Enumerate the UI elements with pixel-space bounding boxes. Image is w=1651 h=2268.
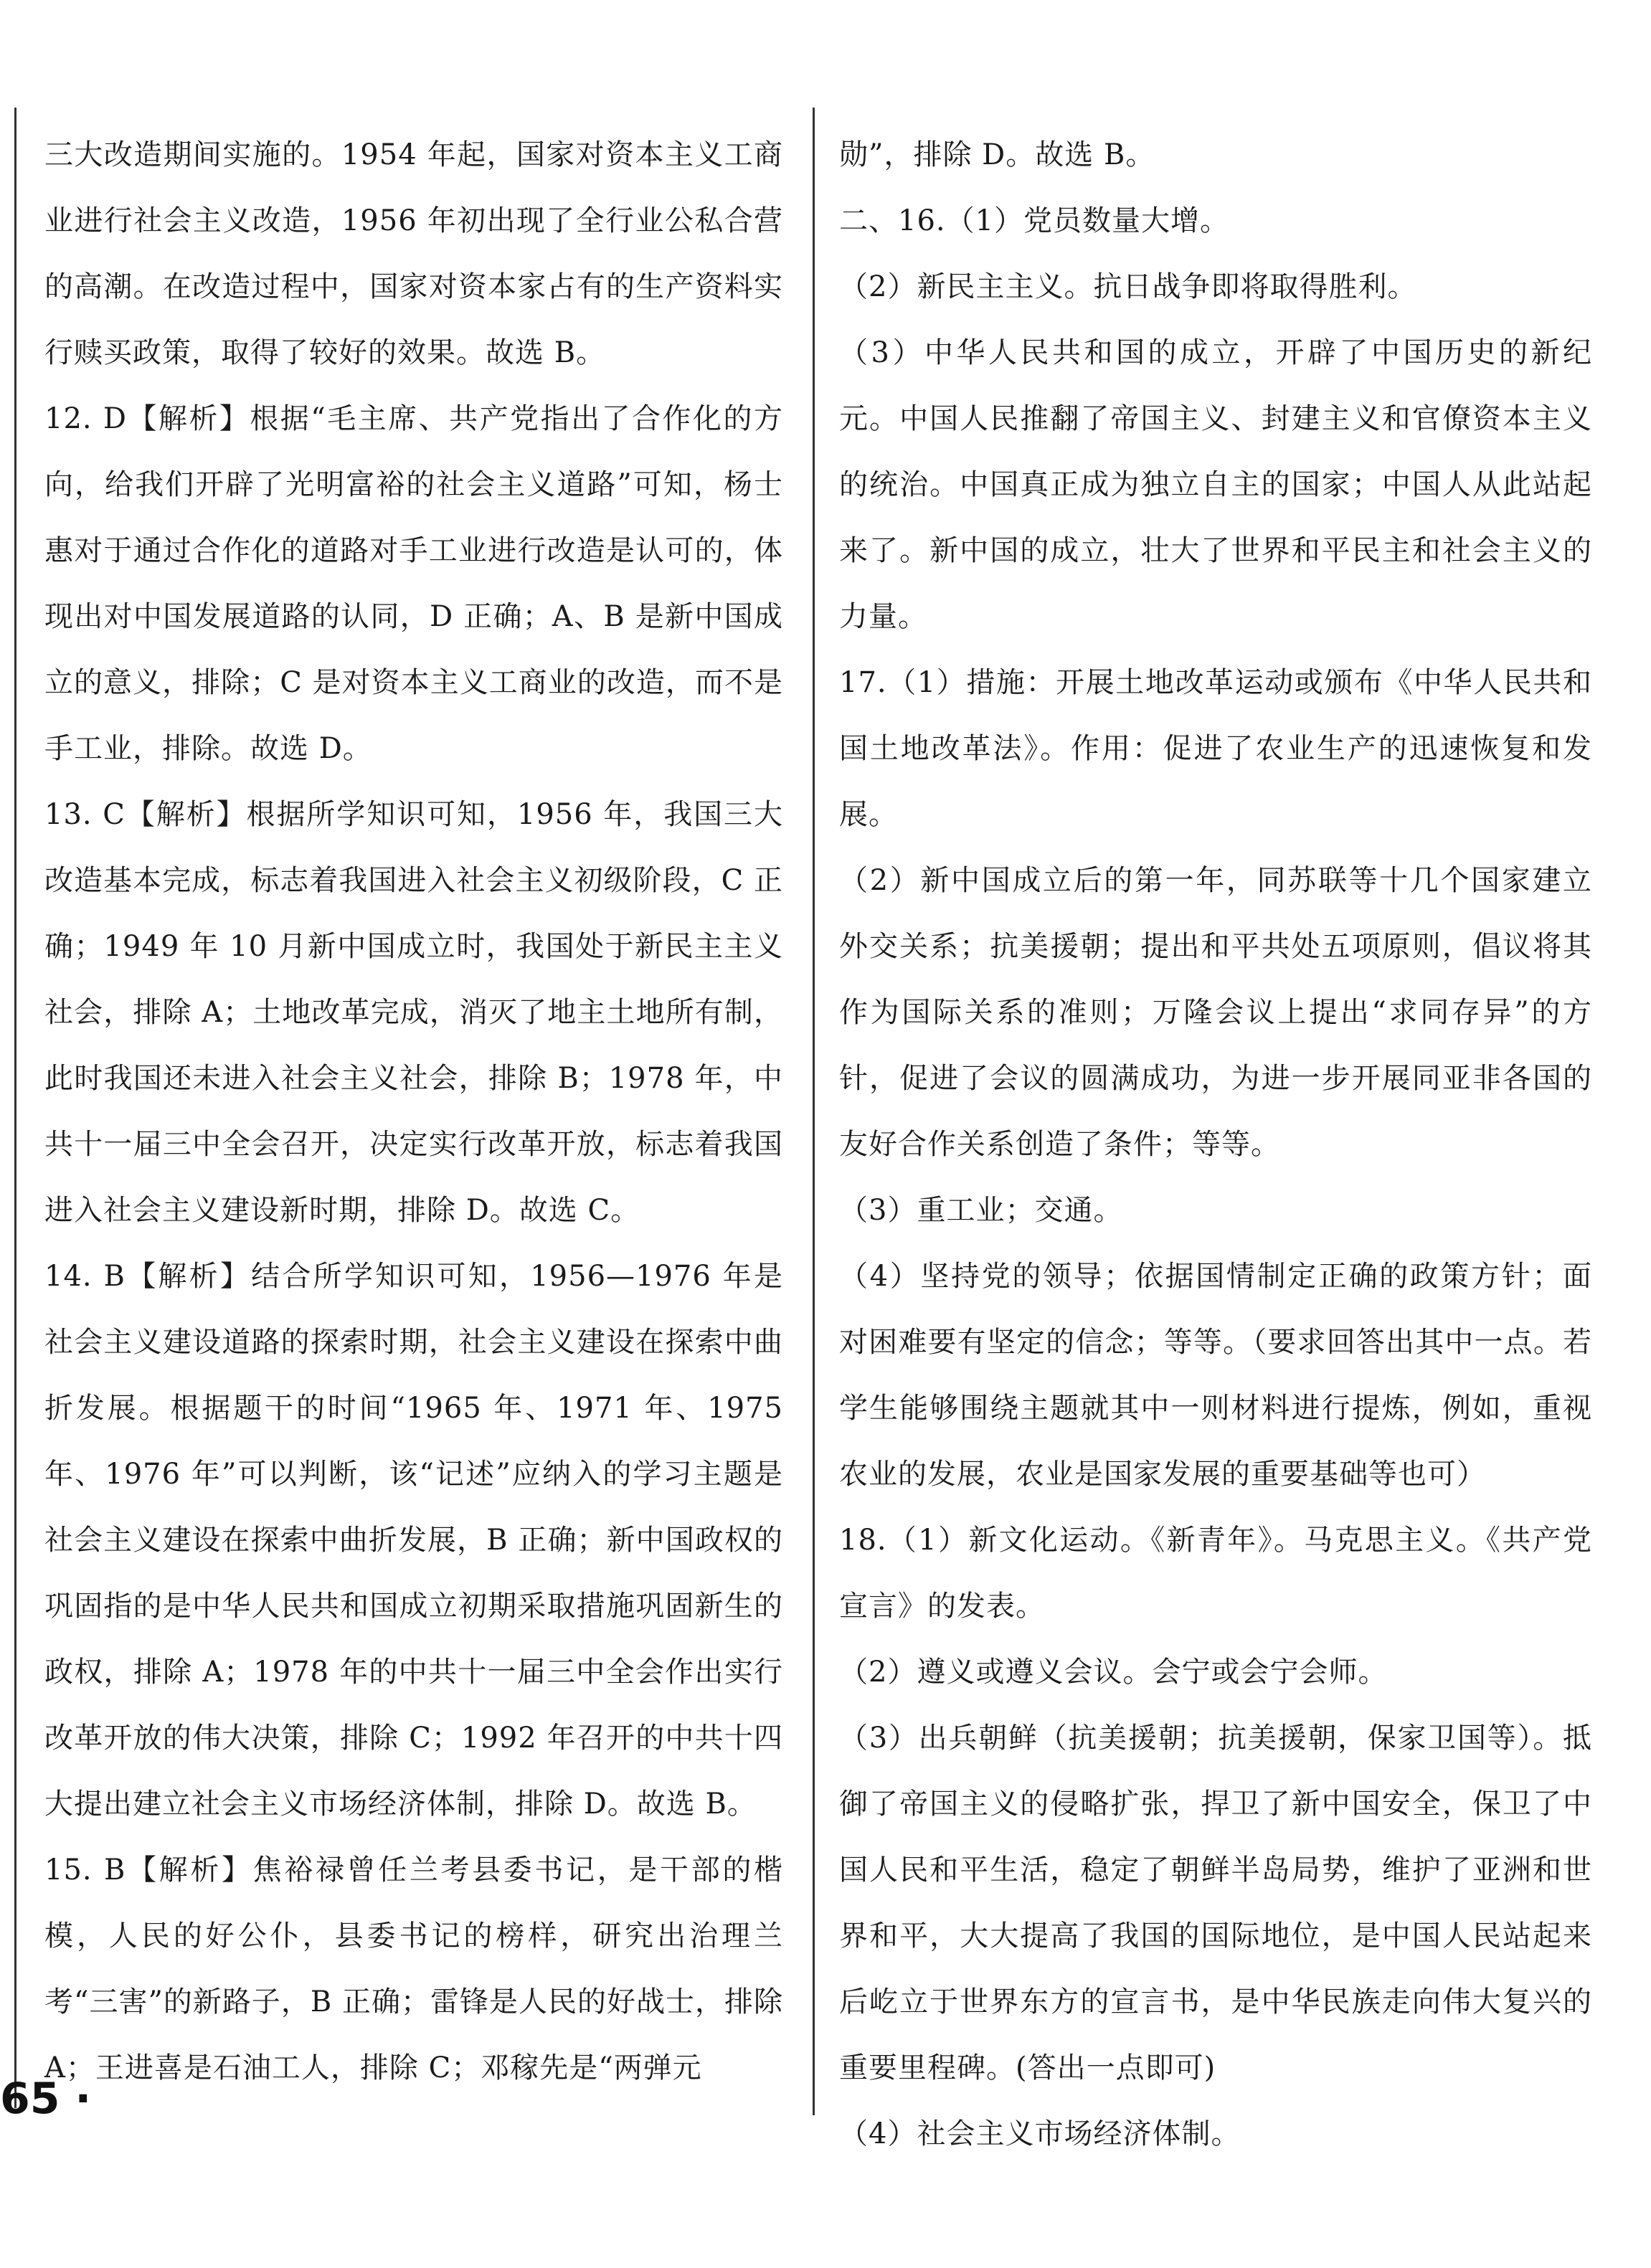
page-number: 65 · [0, 2074, 92, 2124]
answer-17-1: 17.（1）措施：开展土地改革运动或颁布《中华人民共和国土地改革法》。作用：促进了农业生产的迅速恢复和发展。 [839, 666, 1592, 831]
left-column [44, 122, 783, 2101]
answer-16-3: （3）中华人民共和国的成立，开辟了中国历史的新纪元。中国人民推翻了帝国主义、封建主义和官僚资本主义的统治。中国真正成为独立自主的国家；中国人从此站起来了。新中国的成立，壮大了世界和平民主和社会主义的力量。 [839, 336, 1592, 633]
answer-15-continuation: 勋”，排除 D。故选 B。 [839, 138, 1155, 171]
answer-18-2: （2）遵义或遵义会议。会宁或会宁会师。 [839, 1656, 1388, 1689]
column-divider [813, 108, 815, 2115]
answer-12: 12. D【解析】根据“毛主席、共产党指出了合作化的方向，给我们开辟了光明富裕的社会主义道路”可知，杨士惠对于通过合作化的道路对手工业进行改造是认可的，体现出对中国发展道路的认同，D 正确；A、B 是新中国成立的意义，排除；C 是对资本主义工商业的改造，而不是手工业，排除。故选 D。 [44, 402, 783, 765]
answer-17-2: （2）新中国成立后的第一年，同苏联等十几个国家建立外交关系；抗美援朝；提出和平共处五项原则，倡议将其作为国际关系的准则；万隆会议上提出“求同存异”的方针，促进了会议的圆满成功，为进一步开展同亚非各国的友好合作关系创造了条件；等等。 [839, 864, 1592, 1161]
answer-16-1: 二、16.（1）党员数量大增。 [839, 204, 1230, 237]
answer-17-4: （4）坚持党的领导；依据国情制定正确的政策方针；面对困难要有坚定的信念；等等。（要求回答出其中一点。若学生能够围绕主题就其中一则材料进行提炼，例如，重视农业的发展，农业是国家发展的重要基础等也可） [839, 1260, 1592, 1491]
answer-17-3: （3）重工业；交通。 [839, 1194, 1123, 1227]
answer-16-2: （2）新民主主义。抗日战争即将取得胜利。 [839, 270, 1417, 303]
answer-18-3: （3）出兵朝鲜（抗美援朝；抗美援朝，保家卫国等）。抵御了帝国主义的侵略扩张，捍卫了新中国安全，保卫了中国人民和平生活，稳定了朝鲜半岛局势，维护了亚洲和世界和平，大大提高了我国的国际地位，是中国人民站起来后屹立于世界东方的宣言书，是中华民族走向伟大复兴的重要里程碑。(答出一点即可) [839, 1722, 1592, 2084]
right-column [839, 122, 1592, 2167]
left-paragraph-continuation: 三大改造期间实施的。1954 年起，国家对资本主义工商业进行社会主义改造，1956 年初出现了全行业公私合营的高潮。在改造过程中，国家对资本家占有的生产资料实行赎买政策，取得了较好的效果。故选 B。 [44, 138, 783, 369]
answer-15: 15. B【解析】焦裕禄曾任兰考县委书记，是干部的楷模，人民的好公仆，县委书记的榜样，研究出治理兰考“三害”的新路子，B 正确；雷锋是人民的好战士，排除 A；王进喜是石油工人，排除 C；邓稼先是“两弹元 [44, 1854, 784, 2084]
answer-14: 14. B【解析】结合所学知识可知，1956—1976 年是社会主义建设道路的探索时期，社会主义建设在探索中曲折发展。根据题干的时间“1965 年、1971 年、1975 年、1976 年”可以判断，该“记述”应纳入的学习主题是社会主义建设在探索中曲折发展，B 正确；新中国政权的巩固指的是中华人民共和国成立初期采取措施巩固新生的政权，排除 A；1978 年的中共十一届三中全会作出实行改革开放的伟大决策，排除 C；1992 年召开的中共十四大提出建立社会主义市场经济体制，排除 D。故选 B。 [44, 1260, 783, 1821]
answer-18-1: 18.（1）新文化运动。《新青年》。马克思主义。《共产党宣言》的发表。 [839, 1524, 1592, 1623]
left-margin-rule [14, 108, 16, 2108]
answer-13: 13. C【解析】根据所学知识可知，1956 年，我国三大改造基本完成，标志着我国进入社会主义初级阶段，C 正确；1949 年 10 月新中国成立时，我国处于新民主主义社会，排除 A；土地改革完成，消灭了地主土地所有制，此时我国还未进入社会主义社会，排除 B；1978 年，中共十一届三中全会召开，决定实行改革开放，标志着我国进入社会主义建设新时期，排除 D。故选 C。 [44, 798, 783, 1227]
answer-18-4: （4）社会主义市场经济体制。 [839, 2117, 1241, 2150]
